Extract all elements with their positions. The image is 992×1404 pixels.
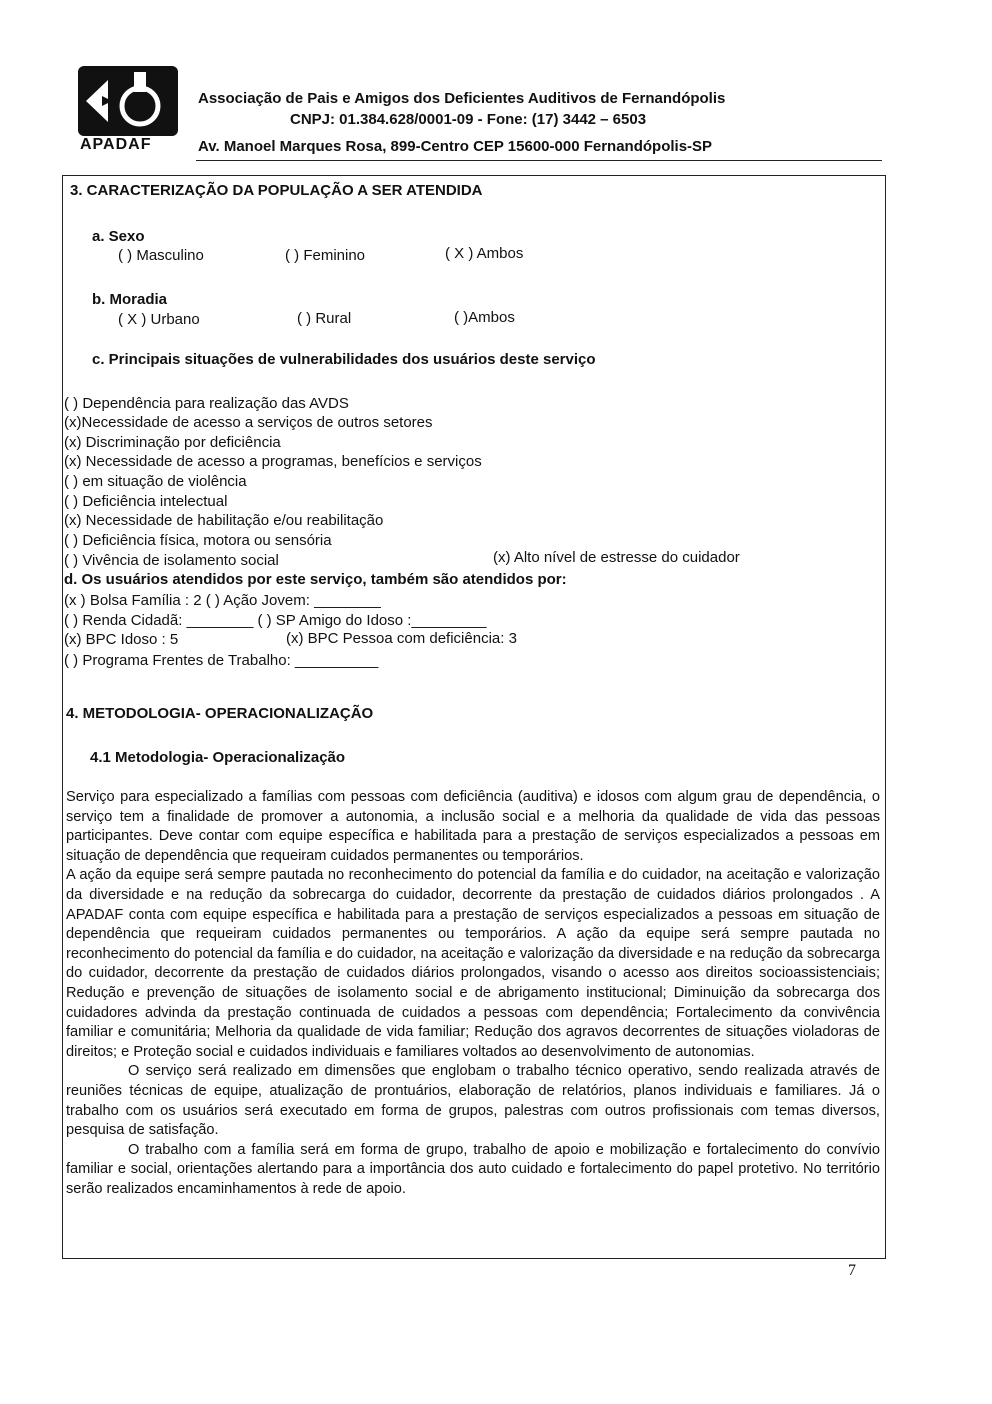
cnpj-line: CNPJ: 01.384.628/0001-09 - Fone: (17) 3442 – 6503: [290, 111, 647, 128]
paragraph: O trabalho com a família será em forma de grupo, trabalho de apoio e mobilização e fortalecimento do convívio familiar e social, orientações alertando para a importância dos auto cuidado e fortalecimento do papel protetivo. No território serão realizados encaminhamentos à rede de apoio.: [66, 1141, 880, 1197]
page-number: 7: [848, 1262, 856, 1279]
address-line: Av. Manoel Marques Rosa, 899-Centro CEP 15600-000 Fernandópolis-SP: [198, 138, 713, 155]
vulnerabilidade-item: (x)Necessidade de acesso a serviços de outros setores: [64, 414, 433, 431]
bpc-idoso: (x) BPC Idoso : 5: [64, 631, 179, 648]
vulnerabilidade-item: ( ) em situação de violência: [64, 473, 247, 490]
beneficio-line: ( ) Programa Frentes de Trabalho: __________: [64, 652, 379, 669]
moradia-option-urbano: ( X ) Urbano: [118, 311, 200, 328]
bpc-pessoa-deficiencia: (x) BPC Pessoa com deficiência: 3: [286, 630, 517, 647]
vulnerabilidade-item: (x) Necessidade de habilitação e/ou reabilitação: [64, 512, 384, 529]
atendidos-por-label: d. Os usuários atendidos por este serviço, também são atendidos por:: [64, 571, 567, 588]
beneficio-line: (x ) Bolsa Família : 2 ( ) Ação Jovem: ________: [64, 592, 381, 609]
vulnerabilidade-item: (x) Discriminação por deficiência: [64, 434, 281, 451]
apadaf-logo: [78, 66, 178, 136]
logo-text: APADAF: [80, 136, 152, 153]
paragraph: O serviço será realizado em dimensões que englobam o trabalho técnico operativo, sendo realizada através de reuniões técnicas de equipe, atualização de prontuários, elaboração de relatórios, planos individuais e familiares. Já o trabalho com os usuários será executado em forma de grupos, palestras com outros profissionais com temas diversos, pesquisa de satisfação.: [66, 1063, 880, 1139]
section-4-1-subtitle: 4.1 Metodologia- Operacionalização: [90, 749, 346, 766]
sexo-option-ambos: ( X ) Ambos: [445, 245, 524, 262]
vulnerabilidade-item: ( ) Vivência de isolamento social: [64, 552, 279, 569]
org-name: Associação de Pais e Amigos dos Deficientes Auditivos de Fernandópolis: [198, 90, 726, 107]
vulnerabilidade-item: ( ) Deficiência física, motora ou sensória: [64, 532, 332, 549]
moradia-label: b. Moradia: [92, 291, 168, 308]
methodology-text: [66, 788, 880, 1199]
paragraph: Serviço para especializado a famílias com pessoas com deficiência (auditiva) e idosos com algum grau de dependência, o serviço tem a finalidade de promover a autonomia, a inclusão social e a melhoria da qualidade de vida das pessoas participantes. Deve contar com equipe específica e habilitada para a prestação de serviços especializados a pessoas em situação de dependência que requeiram cuidados permanentes ou temporários.: [66, 789, 880, 864]
vulnerabilidade-item-estresse: (x) Alto nível de estresse do cuidador: [493, 549, 740, 566]
header-divider: [196, 160, 882, 161]
sexo-option-masculino: ( ) Masculino: [118, 247, 204, 264]
vulnerabilidade-item: ( ) Deficiência intelectual: [64, 493, 228, 510]
paragraph: A ação da equipe será sempre pautada no reconhecimento do potencial da família e do cuidador, na aceitação e valorização da diversidade e na redução da sobrecarga do cuidador, decorrente da prestação de cuidados diários prolongados . A APADAF conta com equipe específica e habilitada para a prestação de serviços especializados a pessoas em situação de dependência que requeiram cuidados permanentes ou temporários. A ação da equipe será sempre pautada no reconhecimento do potencial da família e do cuidador, na aceitação e valorização da diversidade e na redução da sobrecarga do cuidador, decorrente da prestação de cuidados diários prolongados, visando o acesso aos direitos socioassistenciais; Redução e prevenção de situações de isolamento social e de abrigamento institucional; Diminuição da sobrecarga dos cuidadores advinda da prestação continuada de cuidados a pessoas com dependência; Fortalecimento da convivência familiar e comunitária; Melhoria da qualidade de vida familiar; Redução dos agravos decorrentes de situações violadoras de direitos; e Proteção social e cuidados individuais e familiares voltados ao desenvolvimento de autonomias.: [66, 867, 880, 1060]
vulnerabilidade-item: (x) Necessidade de acesso a programas, benefícios e serviços: [64, 453, 482, 470]
sexo-label: a. Sexo: [92, 228, 145, 245]
section-4-title: 4. METODOLOGIA- OPERACIONALIZAÇÃO: [66, 705, 374, 722]
ear-logo-icon: [78, 66, 178, 136]
sexo-option-feminino: ( ) Feminino: [285, 247, 366, 264]
section-3-title: 3. CARACTERIZAÇÃO DA POPULAÇÃO A SER ATENDIDA: [70, 182, 483, 199]
vulnerabilidades-label: c. Principais situações de vulnerabilidades dos usuários deste serviço: [92, 351, 596, 368]
vulnerabilidade-item: ( ) Dependência para realização das AVDS: [64, 395, 349, 412]
moradia-option-ambos: ( )Ambos: [454, 309, 515, 326]
moradia-option-rural: ( ) Rural: [297, 310, 352, 327]
beneficio-line: ( ) Renda Cidadã: ________ ( ) SP Amigo do Idoso :_________: [64, 612, 487, 629]
